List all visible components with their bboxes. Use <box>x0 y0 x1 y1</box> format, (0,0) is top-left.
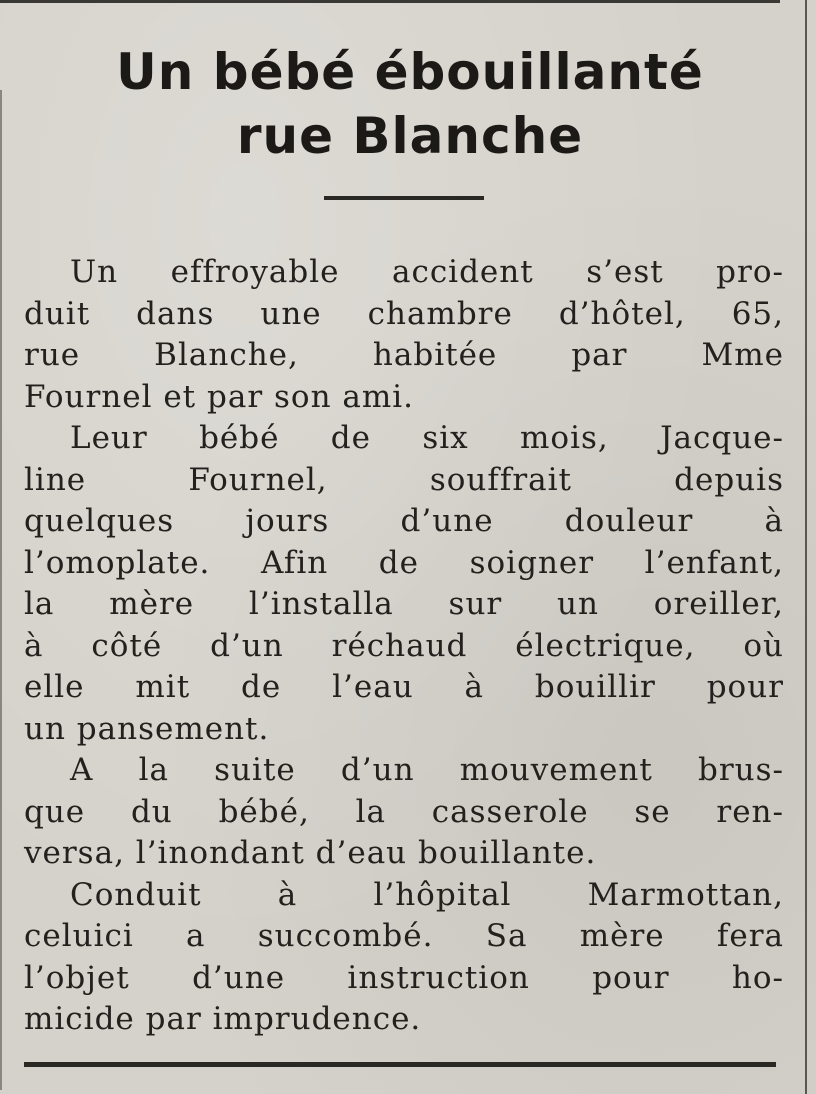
body-line: un pansement. <box>24 710 270 747</box>
article-body <box>24 252 784 1041</box>
body-line: Fournel et par son ami. <box>24 378 415 415</box>
body-line: que du bébé, la casserole se ren- <box>24 793 784 830</box>
body-line: A la suite d’un mouvement brus- <box>70 752 784 788</box>
paragraph-3 <box>24 750 784 875</box>
paragraph-2 <box>24 418 784 750</box>
body-line: l’omoplate. Afin de soigner l’enfant, <box>24 544 784 581</box>
body-line: duit dans une chambre d’hôtel, 65, <box>24 295 784 332</box>
headline-line-2: rue Blanche <box>236 107 584 165</box>
body-line: à côté d’un réchaud électrique, où <box>24 627 784 664</box>
paragraph-1 <box>24 252 784 418</box>
body-line: Conduit à l’hôpital Marmottan, <box>70 876 784 913</box>
paragraph-4 <box>24 875 784 1041</box>
article-headline <box>40 40 780 168</box>
body-line: Un effroyable accident s’est pro- <box>70 254 784 290</box>
body-line: versa, l’inondant d’eau bouillante. <box>24 835 597 871</box>
left-column-edge <box>0 90 2 1090</box>
body-line: line Fournel, souffrait depuis <box>24 461 784 498</box>
headline-line-1: Un bébé ébouillanté <box>116 43 704 101</box>
top-column-rule <box>0 0 780 3</box>
body-line: celuici a succombé. Sa mère fera <box>24 918 784 954</box>
body-line: micide par imprudence. <box>24 1001 422 1037</box>
body-line: la mère l’installa sur un oreiller, <box>24 586 784 622</box>
body-line: elle mit de l’eau à bouillir pour <box>24 669 784 705</box>
bottom-rule <box>24 1062 776 1067</box>
headline-divider <box>324 196 484 200</box>
body-line: l’objet d’une instruction pour ho- <box>24 959 784 996</box>
body-line: rue Blanche, habitée par Mme <box>24 337 784 373</box>
right-column-rule <box>805 0 807 1094</box>
body-line: Leur bébé de six mois, Jacque- <box>70 420 784 456</box>
body-line: quelques jours d’une douleur à <box>24 503 784 539</box>
